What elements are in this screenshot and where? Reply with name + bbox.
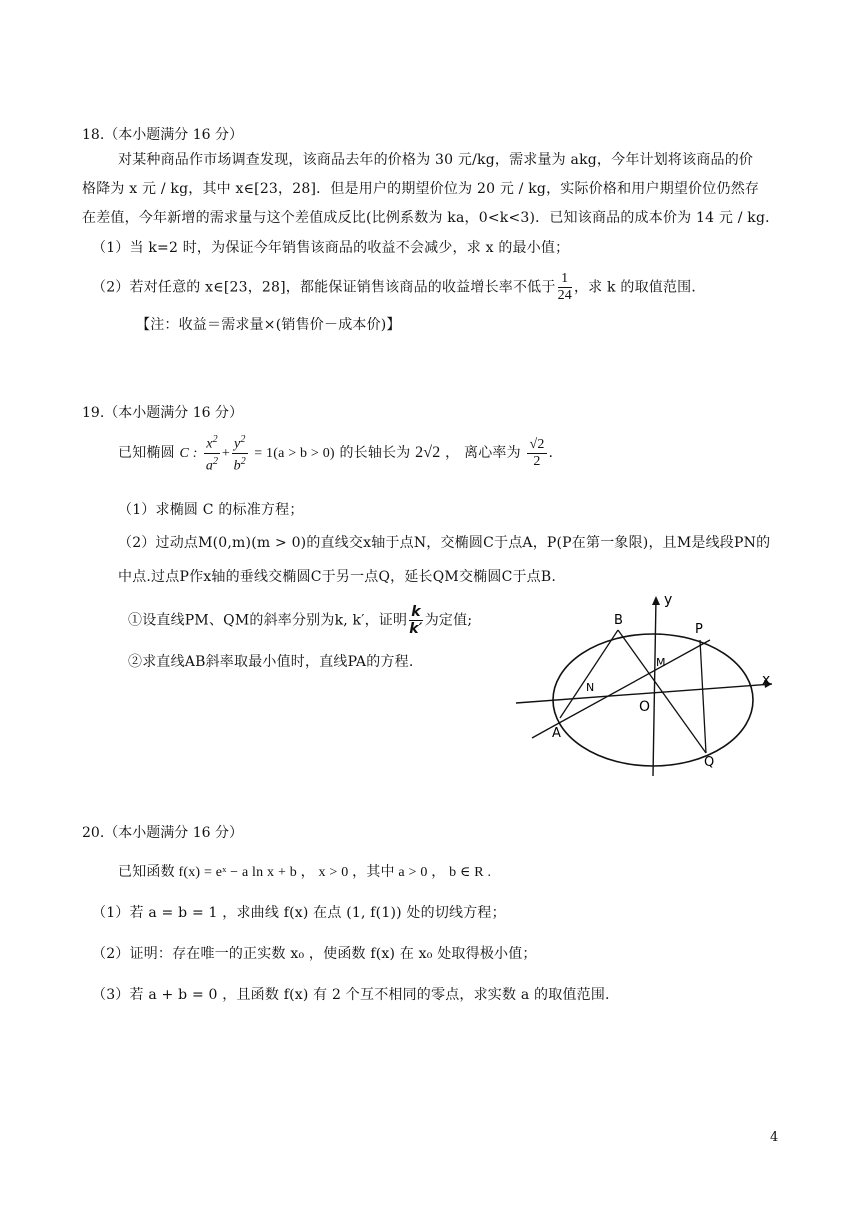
line-ap-ext xyxy=(532,728,550,738)
q19-sub1-den: k′ xyxy=(409,621,423,637)
q19-part2-line2: 中点.过点P作x轴的垂线交椭圆C于另一点Q，延长QM交椭圆C于点B. xyxy=(118,569,557,585)
q19-ecc-num: √2 xyxy=(529,436,545,452)
q19-sub2: ②求直线AB斜率取最小值时，直线PA的方程. xyxy=(128,654,414,670)
q19-intro-pre: 已知椭圆 xyxy=(118,445,175,462)
q19-frac-x: $\frac{x^2}{a^2}$ xyxy=(205,434,219,474)
line-ap xyxy=(550,640,710,728)
q19-intro-mid: 的长轴长为 xyxy=(339,445,411,462)
y-axis-arrow xyxy=(652,596,660,605)
q19-sub1-pre: ①设直线PM、QM的斜率分别为k, k′，证明 xyxy=(128,612,408,629)
q19-intro-eq: = 1(a > b > 0) xyxy=(254,446,335,462)
q18-part2 xyxy=(92,271,706,304)
label-m: M xyxy=(656,656,666,669)
q18-part2-pre: （2）若对任意的 x∈[23，28]，都能保证销售该商品的收益增长率不低于 xyxy=(92,279,556,296)
ellipse-figure xyxy=(510,590,790,780)
q19-frac-y: $\frac{y^2}{b^2}$ xyxy=(233,434,246,474)
q19-sub1-post: 为定值; xyxy=(424,612,473,629)
q19-part2-line1: （2）过动点M(0,m)(m > 0)的直线交x轴于点N，交椭圆C于点A，P(P在第一象限)，且M是线段PN的 xyxy=(118,535,771,551)
q18-fraction xyxy=(558,271,572,304)
label-a: A xyxy=(552,726,561,741)
q20-part3: （3）若 a + b = 0 ，且函数 f(x) 有 2 个互不相同的零点，求实数 a 的取值范围. xyxy=(92,987,610,1003)
line-ab xyxy=(560,630,618,718)
q19-intro-c: C : xyxy=(179,446,198,462)
q19-intro-end: . xyxy=(548,445,554,462)
q20-header: 20.（本小题满分 16 分） xyxy=(82,825,243,841)
line-pq xyxy=(700,640,706,753)
q20-intro: 已知函数 f(x) = eˣ − a ln x + b ， x > 0 ，其中 a > 0 ， b ∈ R . xyxy=(118,865,492,880)
label-b: B xyxy=(614,613,623,628)
q18-fraction-den: 24 xyxy=(557,288,572,303)
q18-part2-post: ，求 k 的取值范围． xyxy=(573,279,706,296)
q19-sub1-num: k xyxy=(411,604,421,620)
q18-header: 18.（本小题满分 16 分） xyxy=(82,127,243,143)
q19-intro-mid2: ， 离心率为 xyxy=(445,445,521,462)
page-number: 4 xyxy=(770,1130,779,1145)
q19-intro-len: 2√2 xyxy=(415,444,441,462)
q19-part1: （1）求椭圆 C 的标准方程； xyxy=(118,502,304,518)
q19-ecc-den: 2 xyxy=(533,453,541,469)
label-n: N xyxy=(586,681,595,694)
q20-part1: （1）若 a = b = 1 ，求曲线 f(x) 在点 (1, f(1)) 处的切线方程； xyxy=(92,905,506,921)
q18-line1: 对某种商品作市场调查发现，该商品去年的价格为 30 元/kg，需求量为 akg，今年计划将该商品的价 xyxy=(118,152,754,168)
label-y: y xyxy=(664,592,673,608)
label-p: P xyxy=(695,622,703,637)
q20-part2: （2）证明：存在唯一的正实数 x₀ ，使函数 f(x) 在 x₀ 处取得极小值； xyxy=(92,946,537,962)
q19-sub1 xyxy=(128,604,472,637)
q18-line2: 格降为 x 元 / kg，其中 x∈[23，28]．但是用户的期望价位为 20 元 / kg，实际价格和用户期望价位仍然存 xyxy=(82,181,760,197)
q18-line3: 在差值，今年新增的需求量与这个差值成反比(比例系数为 ka，0<k<3)．已知该商品的成本价为 14 元 / kg． xyxy=(82,210,780,226)
q19-header: 19.（本小题满分 16 分） xyxy=(82,405,243,421)
label-x: x xyxy=(762,672,771,688)
label-q: Q xyxy=(704,755,715,770)
y-axis xyxy=(653,598,656,776)
q18-note: 【注：收益＝需求量×(销售价－成本价)】 xyxy=(136,317,401,333)
label-o: O xyxy=(639,699,651,715)
q19-intro: 已知椭圆 C : $\frac{x^2}{a^2}$ + $\frac{y^2}{b^2}$ = 1(a > b > 0) 的长轴长为 2√2 ， 离心率为 $\frac{√2}{2}$ . xyxy=(118,434,554,474)
q19-ecc xyxy=(527,437,546,470)
q18-part1: （1）当 k=2 时，为保证今年销售该商品的收益不会减少，求 x 的最小值； xyxy=(92,240,570,256)
q19-sub1-frac xyxy=(409,604,423,637)
line-qb xyxy=(618,630,706,753)
q18-fraction-num: 1 xyxy=(558,271,572,288)
